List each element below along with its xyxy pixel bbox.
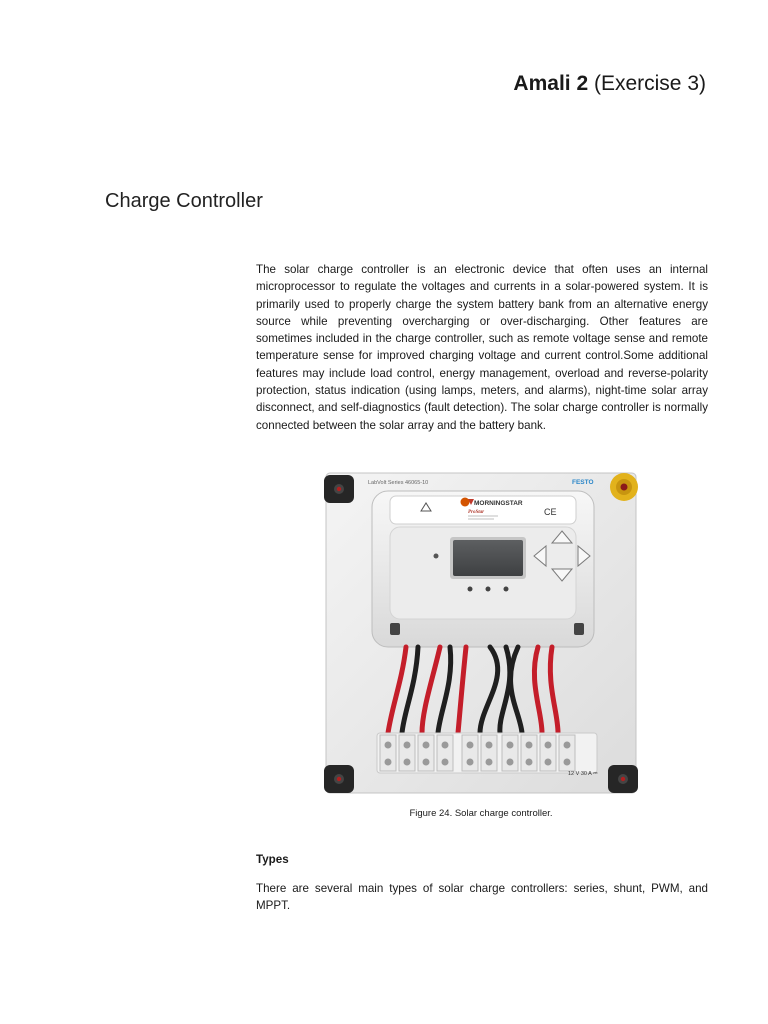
latch-left [390,623,400,635]
rating-label: 12 V 30 A ⎓ [568,771,598,777]
latch-right [574,623,584,635]
types-paragraph: There are several main types of solar charge controllers: series, shunt, PWM, and MPPT. [256,882,708,913]
device-model: ProStar [468,510,485,515]
status-led-3 [504,587,509,592]
status-led-1 [468,587,473,592]
status-led-2 [486,587,491,592]
body-paragraph: The solar charge controller is an electronic device that often uses an internal microprocessor to regulate the voltages and currents in a solar-powered system. It is primarily used to properly charge the system battery bank from an alternative energy source while preventing overcharging or over-discharging. Other features are sometimes included in the charge controller, such as remote voltage sense and remote temperature sense for improved charging voltage and current control.Some additional features may include load control, energy management, overload and reverse-polarity protection, status indication (using lamps, meters, and alarms), night-time solar array disconnect, and self-diagnostics (fault detection). The solar charge controller is normally connected between the solar array and the battery bank. [256,263,708,432]
page-title-sub: (Exercise 3) [593,72,706,95]
ce-mark: CE [544,507,557,517]
ground-terminal-icon [610,473,638,501]
charge-controller-image [322,471,640,797]
panel-label: LabVolt Series 46065-10 [368,480,429,486]
lcd-indicator-led [434,554,439,559]
corner-foot-bottom-right [608,765,638,793]
corner-foot-top-left [324,475,354,503]
corner-foot-bottom-left [324,765,354,793]
charge-controller-figure [322,471,640,797]
festo-logo: FESTO [572,479,594,486]
device-brand: MORNINGSTAR [474,500,523,507]
types-heading: Types [256,853,289,866]
terminal-blocks [380,735,575,771]
lcd-display [453,540,523,576]
section-heading: Charge Controller [105,190,263,212]
page-title [513,72,706,96]
figure-caption: Figure 24. Solar charge controller. [409,808,553,819]
page-title-main: Amali 2 [513,72,589,95]
